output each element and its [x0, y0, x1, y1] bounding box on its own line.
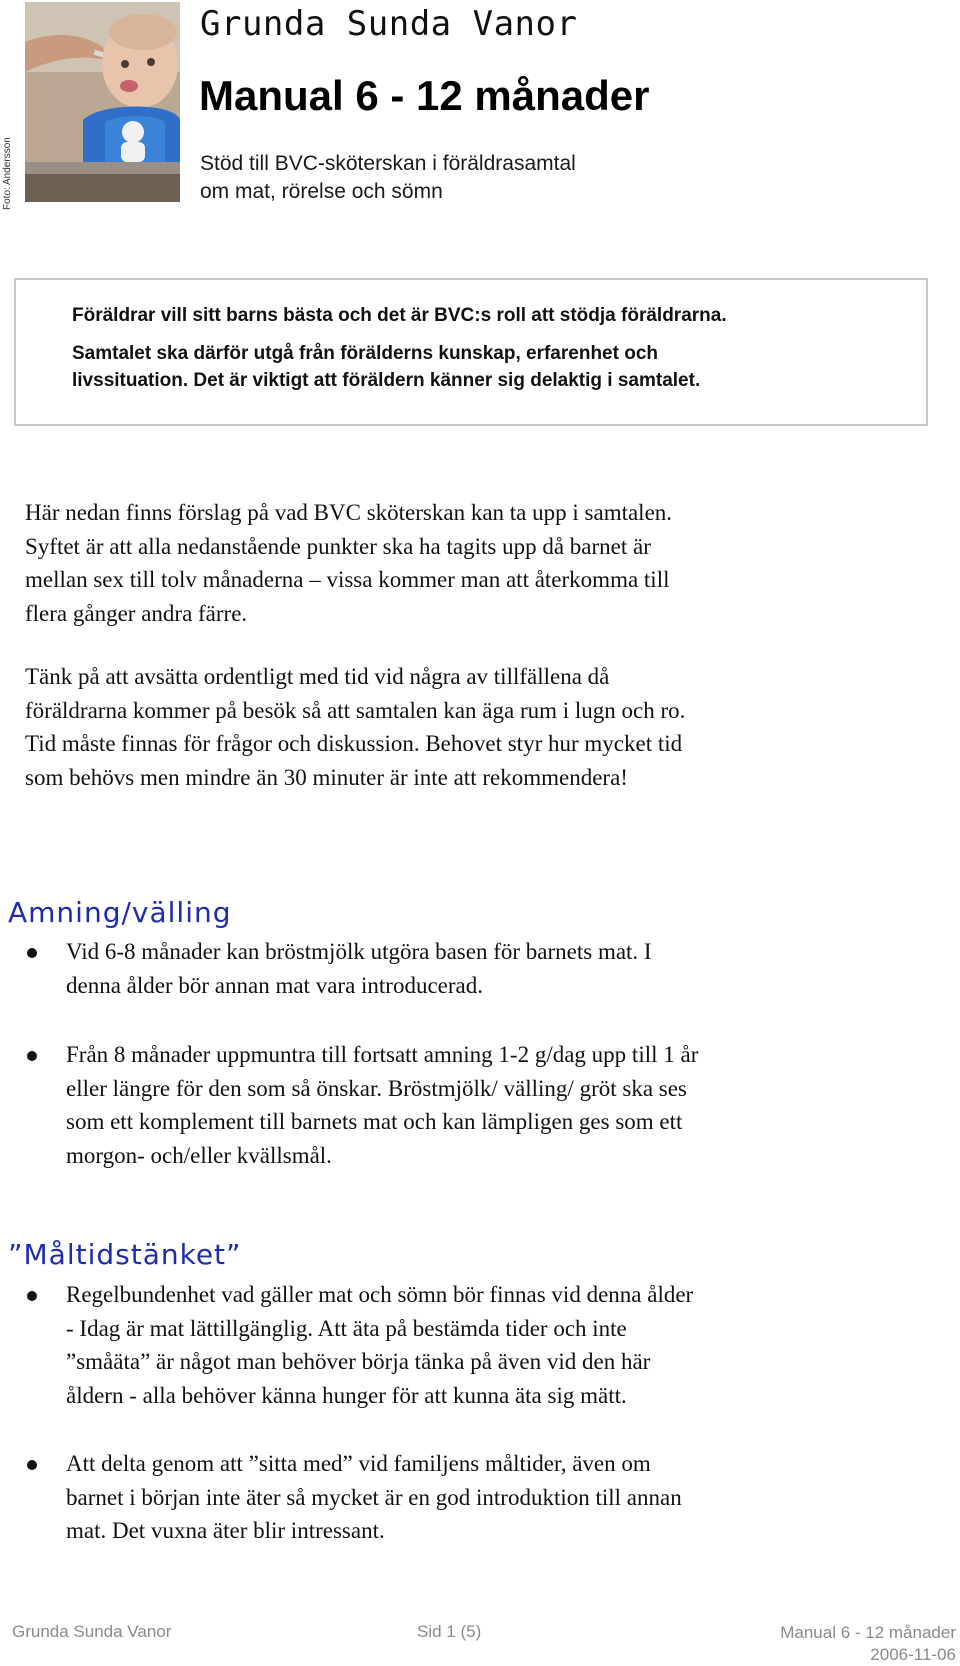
intro-box	[14, 278, 928, 426]
list-item-text	[66, 935, 652, 1002]
bullet-icon	[27, 1291, 37, 1301]
page-number: Sid 1 (5)	[417, 1622, 482, 1641]
list-item-line: ”småäta” är något man behöver börja tänka på även vid den här	[66, 1349, 651, 1374]
bullet-icon	[27, 948, 37, 958]
list-item-text	[66, 1038, 698, 1172]
body-line: Tid måste finnas för frågor och diskussion. Behovet styr hur mycket tid	[25, 731, 683, 756]
list-item-line: Från 8 månader uppmuntra till fortsatt amning 1-2 g/dag upp till 1 år	[66, 1042, 699, 1067]
body-line: som behövs men mindre än 30 minuter är inte att rekommendera!	[25, 764, 628, 790]
list-item-text	[66, 1447, 682, 1548]
bullet-icon	[27, 1460, 37, 1470]
body-line: mellan sex till tolv månaderna – vissa kommer man att återkomma till	[25, 567, 670, 592]
subtitle	[200, 150, 576, 206]
section-heading-maltidstanket: ”Måltidstänket”	[8, 1238, 242, 1271]
list-item-line: som ett komplement till barnets mat och kan lämpligen ges som ett	[66, 1109, 683, 1134]
body-paragraph	[25, 496, 672, 630]
footer-doc-title: Manual 6 - 12 månader	[780, 1623, 956, 1642]
brand-title: Grunda Sunda Vanor	[200, 4, 578, 44]
footer-left: Grunda Sunda Vanor	[12, 1622, 172, 1641]
body-paragraph	[25, 660, 685, 794]
body-line: föräldrarna kommer på besök så att samtalen kan äga rum i lugn och ro.	[25, 697, 686, 723]
list-item-line: mat. Det vuxna äter blir intressant.	[66, 1518, 385, 1543]
body-line: Syftet är att alla nedanstående punkter ska ha tagits upp då barnet är	[25, 533, 651, 559]
list-item-line: Att delta genom att ”sitta med” vid familjens måltider, även om	[66, 1451, 651, 1476]
intro-line: Samtalet ska därför utgå från förälderns kunskap, erfarenhet och	[72, 343, 659, 364]
body-line: flera gånger andra färre.	[25, 600, 248, 626]
list-item-line: barnet i början inte äter så mycket är en god introduktion till annan	[66, 1484, 682, 1510]
intro-paragraph	[72, 340, 700, 394]
list-item-line: denna ålder bör annan mat vara introducerad.	[66, 972, 483, 998]
footer-date: 2006-11-06	[870, 1645, 956, 1664]
baby-feeding-illustration	[25, 2, 180, 202]
list-item-text	[66, 1278, 693, 1412]
bullet-icon	[27, 1051, 37, 1061]
body-line: Här nedan finns förslag på vad BVC sköterskan kan ta upp i samtalen.	[25, 500, 673, 525]
list-item-line: åldern - alla behöver känna hunger för att kunna äta sig mätt.	[66, 1382, 627, 1408]
subtitle-line: Stöd till BVC-sköterskan i föräldrasamtal	[200, 152, 576, 175]
list-item-line: Vid 6-8 månader kan bröstmjölk utgöra basen för barnets mat. I	[66, 939, 652, 964]
intro-line: livssituation. Det är viktigt att föräldern känner sig delaktig i samtalet.	[72, 370, 701, 391]
section-heading-amning: Amning/välling	[8, 896, 232, 929]
photo-credit: Foto: Andersson	[2, 137, 13, 210]
manual-title: Manual 6 - 12 månader	[199, 72, 650, 119]
footer-right	[780, 1622, 956, 1666]
body-line: Tänk på att avsätta ordentligt med tid vid några av tillfällena då	[25, 664, 610, 689]
list-item-line: morgon- och/eller kvällsmål.	[66, 1142, 332, 1168]
list-item-line: - Idag är mat lättillgänglig. Att äta på bestämda tider och inte	[66, 1315, 627, 1341]
intro-paragraph: Föräldrar vill sitt barns bästa och det är BVC:s roll att stödja föräldrarna.	[72, 305, 727, 326]
list-item-line: Regelbundenhet vad gäller mat och sömn bör finnas vid denna ålder	[66, 1282, 694, 1307]
header-photo	[25, 2, 180, 202]
subtitle-line: om mat, rörelse och sömn	[200, 180, 443, 203]
list-item-line: eller längre för den som så önskar. Bröstmjölk/ välling/ gröt ska ses	[66, 1075, 687, 1101]
